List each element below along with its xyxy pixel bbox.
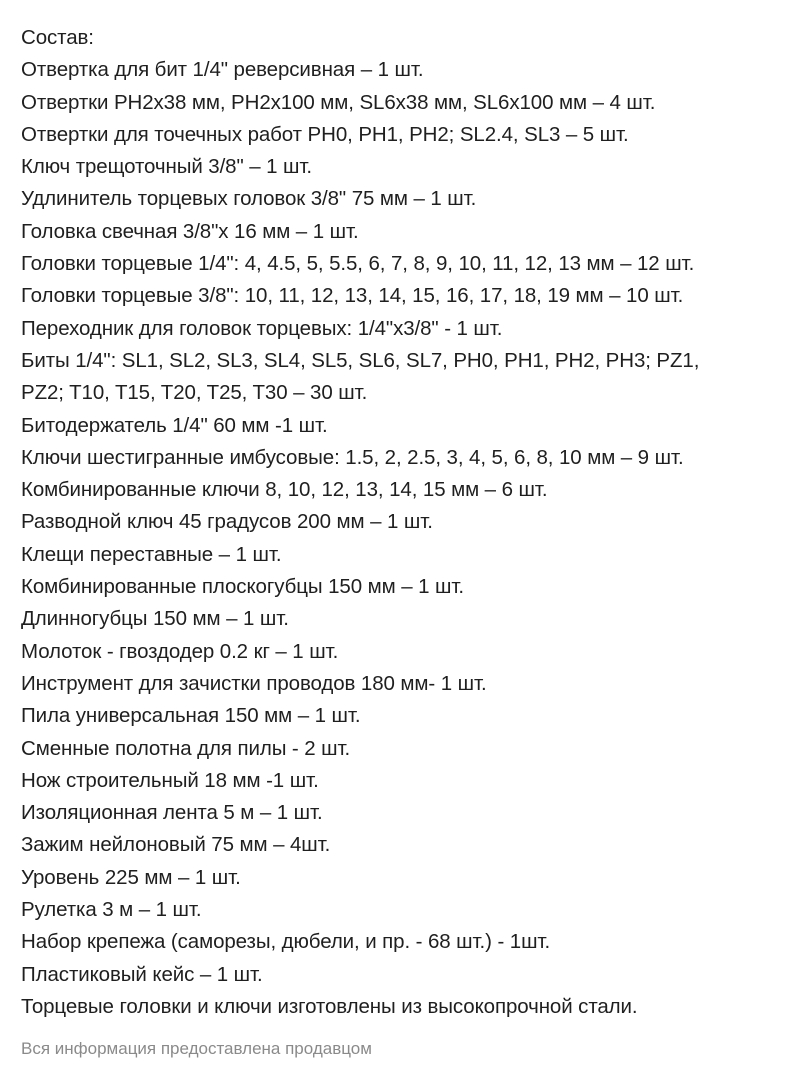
composition-line: Головки торцевые 3/8": 10, 11, 12, 13, 14, 15, 16, 17, 18, 19 мм – 10 шт. xyxy=(21,284,684,308)
composition-line: Набор крепежа (саморезы, дюбели, и пр. - 68 шт.) - 1шт. xyxy=(21,930,551,954)
seller-info-note: Вся информация предоставлена продавцом xyxy=(21,1039,372,1058)
composition-line: PZ2; T10, T15, T20, T25, T30 – 30 шт. xyxy=(21,381,368,405)
composition-line: Отвертка для бит 1/4" реверсивная – 1 шт. xyxy=(21,58,424,82)
composition-line: Сменные полотна для пилы - 2 шт. xyxy=(21,736,351,760)
composition-line: Разводной ключ 45 градусов 200 мм – 1 шт. xyxy=(21,510,433,534)
composition-line: Битодержатель 1/4" 60 мм -1 шт. xyxy=(21,413,328,437)
composition-line: Ключ трещоточный 3/8" – 1 шт. xyxy=(21,155,312,179)
composition-heading: Состав: xyxy=(21,26,94,49)
composition-line: Головка свечная 3/8"х 16 мм – 1 шт. xyxy=(21,219,359,243)
composition-line: Изоляционная лента 5 м – 1 шт. xyxy=(21,801,323,825)
composition-line: Пластиковый кейс – 1 шт. xyxy=(21,962,263,986)
composition-line: Длинногубцы 150 мм – 1 шт. xyxy=(21,607,289,631)
composition-line: Переходник для головок торцевых: 1/4"х3/8" - 1 шт. xyxy=(21,316,503,340)
composition-line: Рулетка 3 м – 1 шт. xyxy=(21,898,202,922)
composition-line: Клещи переставные – 1 шт. xyxy=(21,542,282,566)
composition-line: Комбинированные плоскогубцы 150 мм – 1 шт. xyxy=(21,575,464,599)
composition-line: Биты 1/4": SL1, SL2, SL3, SL4, SL5, SL6, SL7, PH0, PH1, PH2, PH3; PZ1, xyxy=(21,348,700,372)
composition-line: Отвертки для точечных работ PH0, PH1, PH2; SL2.4, SL3 – 5 шт. xyxy=(21,122,629,146)
composition-line: Комбинированные ключи 8, 10, 12, 13, 14, 15 мм – 6 шт. xyxy=(21,478,548,502)
composition-line: Торцевые головки и ключи изготовлены из высокопрочной стали. xyxy=(21,994,638,1018)
composition-line: Пила универсальная 150 мм – 1 шт. xyxy=(21,704,361,728)
composition-line: Удлинитель торцевых головок 3/8" 75 мм – 1 шт. xyxy=(21,187,477,211)
composition-line: Зажим нейлоновый 75 мм – 4шт. xyxy=(21,833,331,857)
composition-text xyxy=(21,22,791,1023)
composition-line: Молоток - гвоздодер 0.2 кг – 1 шт. xyxy=(21,639,339,663)
composition-line: Нож строительный 18 мм -1 шт. xyxy=(21,768,319,792)
composition-line: Уровень 225 мм – 1 шт. xyxy=(21,865,241,889)
composition-line: Инструмент для зачистки проводов 180 мм- 1 шт. xyxy=(21,671,487,695)
composition-line: Отвертки PH2x38 мм, PH2x100 мм, SL6x38 мм, SL6x100 мм – 4 шт. xyxy=(21,90,656,114)
composition-line: Головки торцевые 1/4": 4, 4.5, 5, 5.5, 6, 7, 8, 9, 10, 11, 12, 13 мм – 12 шт. xyxy=(21,252,695,276)
composition-line: Ключи шестигранные имбусовые: 1.5, 2, 2.5, 3, 4, 5, 6, 8, 10 мм – 9 шт. xyxy=(21,445,684,469)
